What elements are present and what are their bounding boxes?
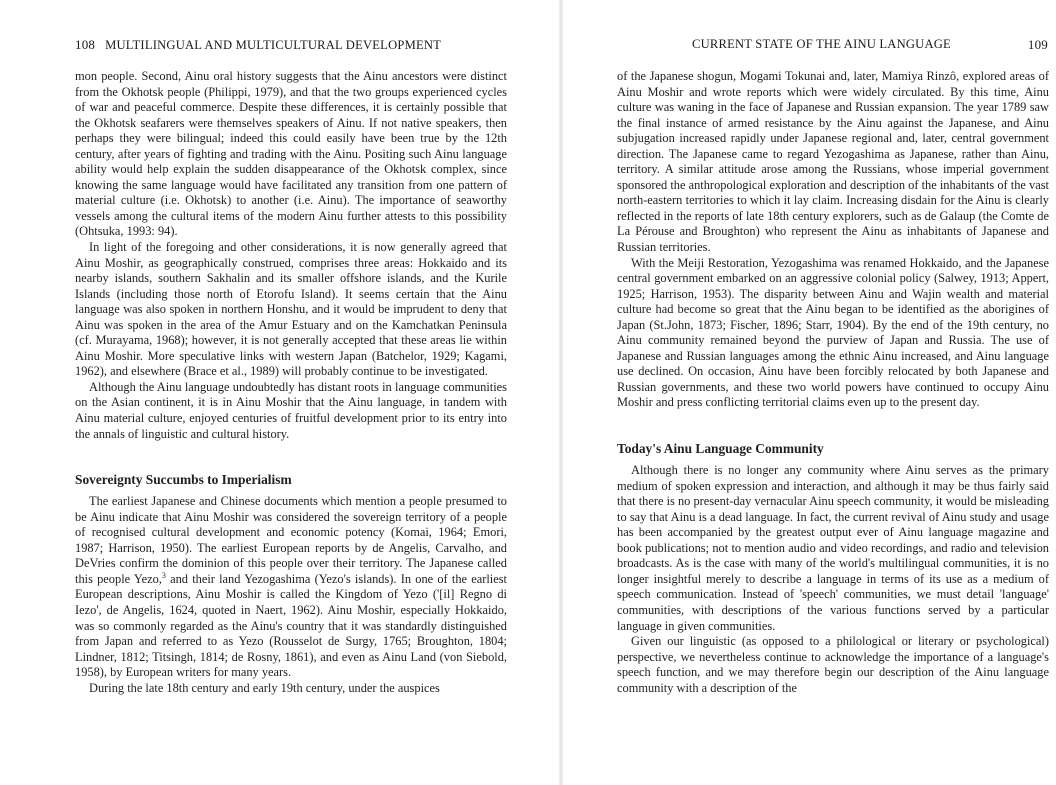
left-page-number: 108	[75, 37, 96, 52]
left-section-paragraph-1-part-a: The earliest Japanese and Chinese documents which mention a people presumed to be Ainu indicate that Ainu Moshir was considered the sovereign territory of a people of recognised cultural development and economic potency (Komai, 1964; Emori, 1987; Harrison, 1950). The earliest European reports by de Angelis, Carvalho, and DeVries confirm the dominion of this people over their territory. The Japanese called this people Yezo,	[75, 494, 507, 586]
right-text-column	[617, 69, 1049, 696]
left-text-column	[75, 69, 507, 696]
left-section-paragraph-1-part-b: and their land Yezogashima (Yezo's islands). In one of the earliest European descriptions, Ainu Moshir is called the Kingdom of Yezo ('[il] Regno di Iezo', de Angelis, 1624, quoted in Naert, 1962). Ainu Moshir, especially Hokkaido, was so commonly regarded as the Ainu's country that it was standardly distinguished from Japan and referred to as Yezo (Rousselot de Surgy, 1765; Broughton, 1804; Lindner, 1812; Titsingh, 1814; de Rosny, 1861), and even as Ainu Land (von Siebold, 1958), by European writers for many years.	[75, 571, 507, 680]
left-running-title: MULTILINGUAL AND MULTICULTURAL DEVELOPMENT	[105, 38, 442, 52]
left-section-paragraph-1	[75, 494, 507, 681]
section-heading-sovereignty: Sovereignty Succumbs to Imperialism	[75, 472, 292, 488]
section-heading-community: Today's Ainu Language Community	[617, 441, 824, 457]
right-page-number: 109	[1027, 37, 1048, 52]
right-running-title: CURRENT STATE OF THE AINU LANGUAGE	[692, 37, 951, 51]
left-section-paragraph-2: During the late 18th century and early 19th century, under the auspices	[89, 680, 440, 695]
right-paragraph-1: of the Japanese shogun, Mogami Tokunai and, later, Mamiya Rinzô, explored areas of Ainu Moshir and wrote reports which were widely circulated. By this time, Ainu culture was waning in the face of Japanese and Russian expansion. The year 1789 saw the final instance of armed resistance by the Ainu against the Japanese, and Ainu subjugation increased rapidly under Japanese regional and, later, central government direction. The Japanese came to regard Yezogashima as Japanese, rather than Ainu, territory. A similar attitude arose among the Russians, whose imperial government sponsored the anthropological exploration and description of the inhabitants of the vast north-eastern territories to which it lay claim. Increasing disdain for the Ainu is clearly reflected in the reports of late 18th century explorers, such as de Galaup (the Comte de La Pérouse and Broughton) who represent the Ainu as inhabitants of Japanese and Russian territories.	[617, 69, 1049, 255]
left-running-head	[75, 37, 507, 53]
left-paragraph-3: Although the Ainu language undoubtedly has distant roots in language communities on the Asian continent, it is in Ainu Moshir that the Ainu language, in tandem with Ainu material culture, enjoyed centuries of fruitful development prior to its entry into the annals of linguistic and cultural history.	[75, 379, 507, 441]
right-section-paragraph-2: Given our linguistic (as opposed to a philological or literary or psychological) perspective, we nevertheless continue to acknowledge the importance of a language's speech function, and we may therefore begin our description of the Ainu language community with a description of the	[617, 634, 1049, 695]
left-paragraph-1: mon people. Second, Ainu oral history suggests that the Ainu ancestors were distinct from the Okhotsk people (Philippi, 1979), and that the two groups experienced cycles of war and peaceful commerce. Despite these differences, it is certainly possible that the Okhotsk seafarers were themselves speakers of Ainu. If not native speakers, then perhaps they were bilingual; indeed this could easily have been true by the 12th century, after years of fighting and trading with the Ainu. Positing such Ainu language ability would help explain the sudden disappearance of the Okhotsk complex, since knowing the same language would have facilitated any transition from one pattern of material culture (i.e. Okhotsk) to another (i.e. Ainu). The importance of seaworthy vessels among the cultural items of the modern Ainu further attests to this possibility (Ohtsuka, 1993: 94).	[75, 69, 507, 239]
right-paragraph-2: With the Meiji Restoration, Yezogashima was renamed Hokkaido, and the Japanese central government embarked on an aggressive colonial policy (Salwey, 1913; Appert, 1925; Harrison, 1953). The disparity between Ainu and Wajin wealth and material culture had become so great that the Ainu began to be identified as the aborigines of Japan (St.John, 1873; Fischer, 1896; Starr, 1904). By the end of the 19th century, no Ainu community remained beyond the purview of Japan and Russia. The use of Japanese and Russian languages among the ethnic Ainu increased, and Ainu language use declined. On occasion, Ainu have been forcibly relocated by both Japanese and Russian governments, and these two world powers have continued to occupy Ainu Moshir and press conflicting territorial claims even up to the present day.	[617, 255, 1049, 410]
right-section-paragraph-1: Although there is no longer any community where Ainu serves as the primary medium of spoken expression and interaction, and although it may be thus fairly said that there is no present-day vernacular Ainu speech community, it would be misleading to say that Ainu is a dead language. In fact, the current revival of Ainu study and usage has been accompanied by the greatest output ever of Ainu language magazine and book publications; not to mention audio and video recordings, and radio and television broadcasts. As is the case with many of the world's multilingual communities, it is no longer insightful merely to describe a language in terms of its use as a medium of speech communication. Instead of 'speech' communities, we must detail 'language' communities, with descriptions of the various functions served by a particular language in given communities.	[617, 463, 1049, 633]
footnote-marker: 3	[161, 570, 166, 580]
right-page	[560, 0, 1056, 785]
left-paragraph-2: In light of the foregoing and other considerations, it is now generally agreed that Ainu Moshir, as geographically construed, comprises three areas: Hokkaido and its nearby islands, southern Sakhalin and its smaller offshore islands, and the Kurile Islands (including those north of Etorofu Island). It seems certain that the Ainu language was also spoken in northern Honshu, and it would be imprudent to deny that Ainu was spoken in the area of the Amur Estuary and on the Kamchatkan Peninsula (cf. Murayama, 1968); however, it is not generally accepted that these areas lie within Ainu Moshir. More speculative links with western Japan (Batchelor, 1929; Kagami, 1962), and elsewhere (Brace et al., 1989) will probably continue to be investigated.	[75, 240, 507, 379]
